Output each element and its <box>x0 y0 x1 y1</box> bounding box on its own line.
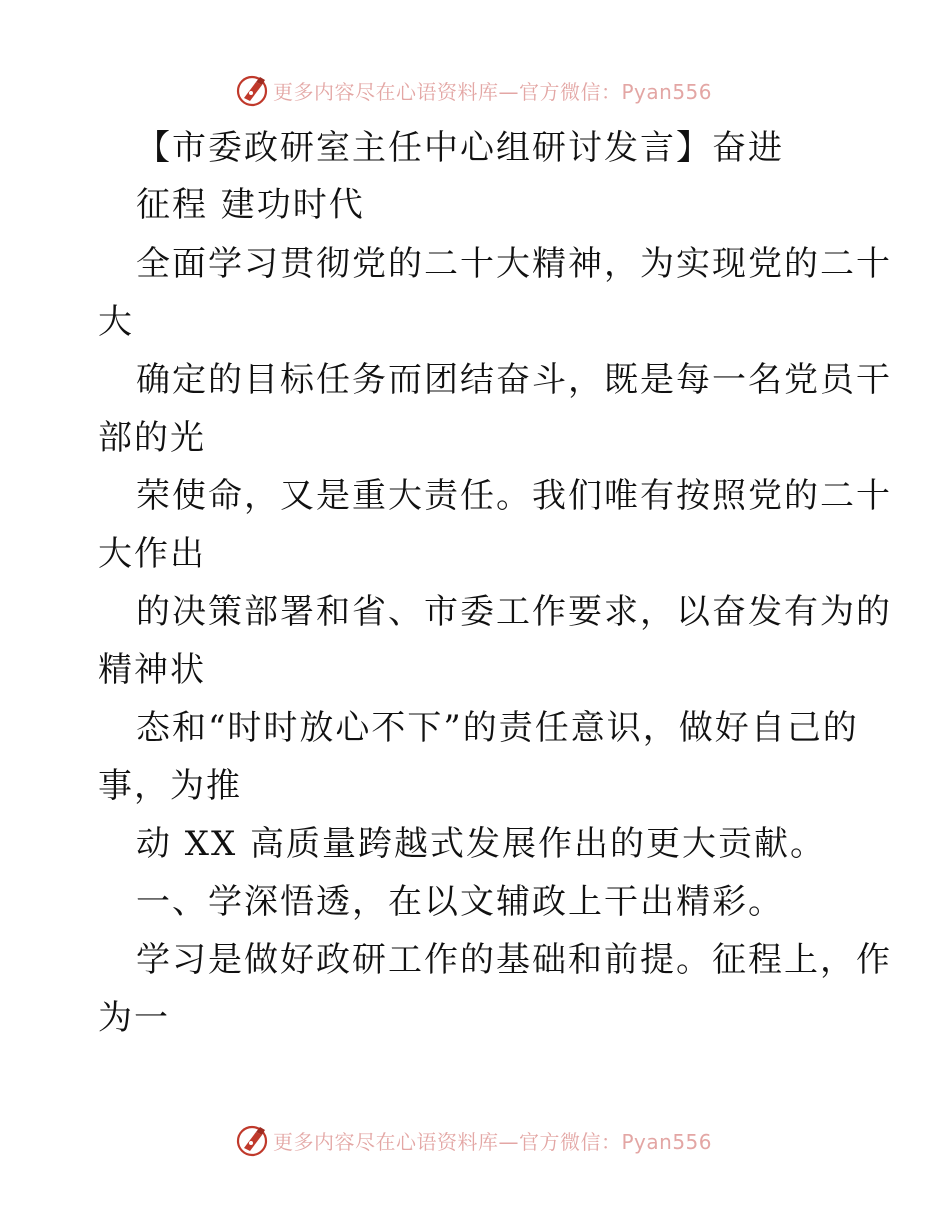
document-title-line-1: 【市委政研室主任中心组研讨发言】奋进 <box>136 128 784 168</box>
section-heading: 一、学深悟透，在以文辅政上干出精彩。 <box>136 882 784 922</box>
document-title-line-2: 征程 建功时代 <box>136 185 365 225</box>
paragraph-line: 部的光 <box>98 418 206 458</box>
paragraph-line: 的决策部署和省、市委工作要求，以奋发有为的 <box>136 592 892 632</box>
paragraph-line: 态和“时时放心不下”的责任意识，做好自己的 <box>136 708 859 748</box>
paragraph-line: 确定的目标任务而团结奋斗，既是每一名党员干 <box>136 360 892 400</box>
paragraph-line: 动 XX 高质量跨越式发展作出的更大贡献。 <box>136 824 827 864</box>
footer-banner-text: 更多内容尽在心语资料库—官方微信：Pyan556 <box>273 1129 713 1154</box>
pen-nib-logo-icon <box>235 1123 269 1157</box>
paragraph-line: 全面学习贯彻党的二十大精神，为实现党的二十 <box>136 244 892 284</box>
paragraph-line: 为一 <box>98 998 170 1038</box>
header-banner <box>235 70 712 110</box>
header-banner-text: 更多内容尽在心语资料库—官方微信：Pyan556 <box>273 79 713 104</box>
paragraph-line: 精神状 <box>98 650 206 690</box>
paragraph-line: 事，为推 <box>98 766 242 806</box>
paragraph-line: 大作出 <box>98 534 206 574</box>
paragraph-line: 大 <box>98 302 134 342</box>
paragraph-line: 学习是做好政研工作的基础和前提。征程上，作 <box>136 940 892 980</box>
footer-banner <box>235 1120 712 1160</box>
pen-nib-logo-icon <box>235 73 269 107</box>
paragraph-line: 荣使命，又是重大责任。我们唯有按照党的二十 <box>136 476 892 516</box>
